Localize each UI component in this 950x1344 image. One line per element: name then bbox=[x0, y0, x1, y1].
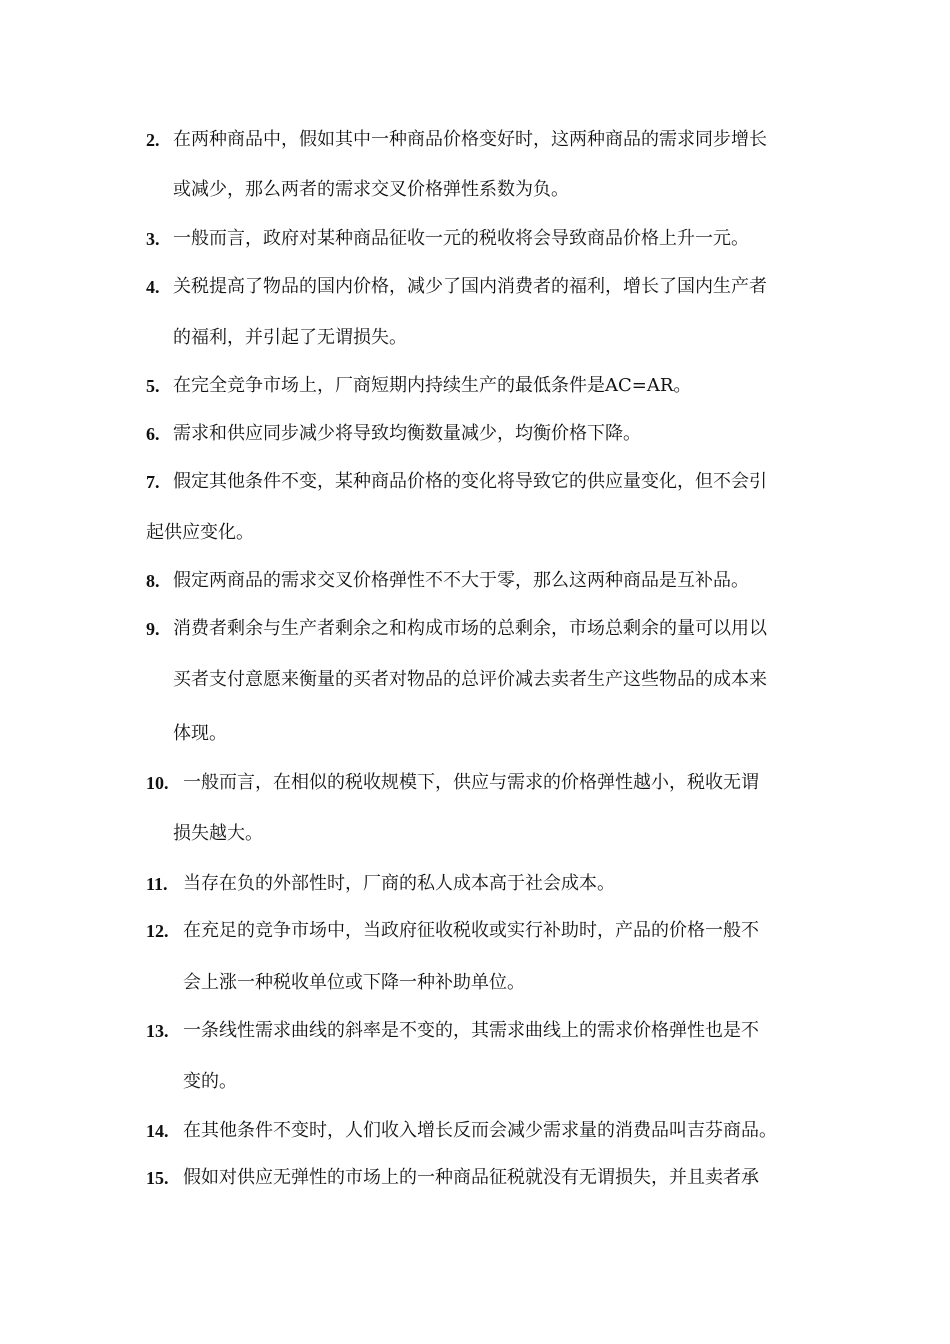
item-number: 12. bbox=[146, 921, 169, 941]
item-text: 在完全竞争市场上，厂商短期内持续生产的最低条件是AC=AR。 bbox=[173, 375, 692, 396]
item-number: 14. bbox=[146, 1121, 169, 1141]
list-item bbox=[146, 617, 816, 641]
item-text: 一般而言，政府对某种商品征收一元的税收将会导致商品价格上升一元。 bbox=[173, 228, 749, 249]
item-text: 消费者剩余与生产者剩余之和构成市场的总剩余，市场总剩余的量可以用以 bbox=[173, 618, 767, 639]
list-item bbox=[146, 422, 816, 446]
list-item bbox=[146, 1166, 816, 1190]
item-number: 11. bbox=[146, 874, 168, 894]
item-number: 6. bbox=[146, 424, 160, 444]
item-text-continuation: 买者支付意愿来衡量的买者对物品的总评价减去卖者生产这些物品的成本来 bbox=[173, 669, 767, 690]
list-item bbox=[146, 374, 816, 398]
item-number: 9. bbox=[146, 619, 160, 639]
item-text-continuation: 起供应变化。 bbox=[146, 522, 254, 543]
list-item bbox=[146, 227, 816, 251]
list-item bbox=[146, 872, 816, 896]
item-text-continuation: 的福利，并引起了无谓损失。 bbox=[173, 327, 407, 348]
item-text: 关税提高了物品的国内价格，减少了国内消费者的福利，增长了国内生产者 bbox=[173, 276, 767, 297]
item-text-continuation: 或减少，那么两者的需求交叉价格弹性系数为负。 bbox=[173, 179, 569, 200]
item-text: 一条线性需求曲线的斜率是不变的，其需求曲线上的需求价格弹性也是不 bbox=[183, 1020, 759, 1041]
item-number: 2. bbox=[146, 130, 160, 150]
item-text: 一般而言，在相似的税收规模下，供应与需求的价格弹性越小，税收无谓 bbox=[183, 772, 759, 793]
item-number: 3. bbox=[146, 229, 160, 249]
item-number: 13. bbox=[146, 1021, 169, 1041]
list-item bbox=[146, 470, 816, 494]
list-item bbox=[146, 1119, 816, 1143]
item-number: 5. bbox=[146, 376, 160, 396]
item-text: 当存在负的外部性时，厂商的私人成本高于社会成本。 bbox=[183, 873, 615, 894]
list-item bbox=[146, 275, 816, 299]
item-number: 4. bbox=[146, 277, 160, 297]
list-item bbox=[146, 919, 816, 943]
item-text: 假定其他条件不变，某种商品价格的变化将导致它的供应量变化，但不会引 bbox=[173, 471, 767, 492]
item-text: 需求和供应同步减少将导致均衡数量减少，均衡价格下降。 bbox=[173, 423, 641, 444]
item-text-continuation: 变的。 bbox=[183, 1071, 237, 1092]
item-text: 在两种商品中，假如其中一种商品价格变好时，这两种商品的需求同步增长 bbox=[173, 129, 767, 150]
item-number: 15. bbox=[146, 1168, 169, 1188]
item-text: 假如对供应无弹性的市场上的一种商品征税就没有无谓损失，并且卖者承 bbox=[183, 1167, 759, 1188]
item-text: 假定两商品的需求交叉价格弹性不不大于零，那么这两种商品是互补品。 bbox=[173, 570, 749, 591]
item-number: 7. bbox=[146, 472, 160, 492]
item-number: 10. bbox=[146, 773, 169, 793]
item-text: 在充足的竞争市场中，当政府征收税收或实行补助时，产品的价格一般不 bbox=[183, 920, 759, 941]
item-text-continuation: 损失越大。 bbox=[173, 823, 263, 844]
list-item bbox=[146, 128, 816, 152]
item-text-continuation: 体现。 bbox=[173, 723, 227, 744]
item-text: 在其他条件不变时，人们收入增长反而会减少需求量的消费品叫吉芬商品。 bbox=[183, 1120, 777, 1141]
list-item bbox=[146, 569, 816, 593]
list-item bbox=[146, 771, 816, 795]
item-number: 8. bbox=[146, 571, 160, 591]
item-text-continuation: 会上涨一种税收单位或下降一种补助单位。 bbox=[183, 972, 525, 993]
list-item bbox=[146, 1019, 816, 1043]
